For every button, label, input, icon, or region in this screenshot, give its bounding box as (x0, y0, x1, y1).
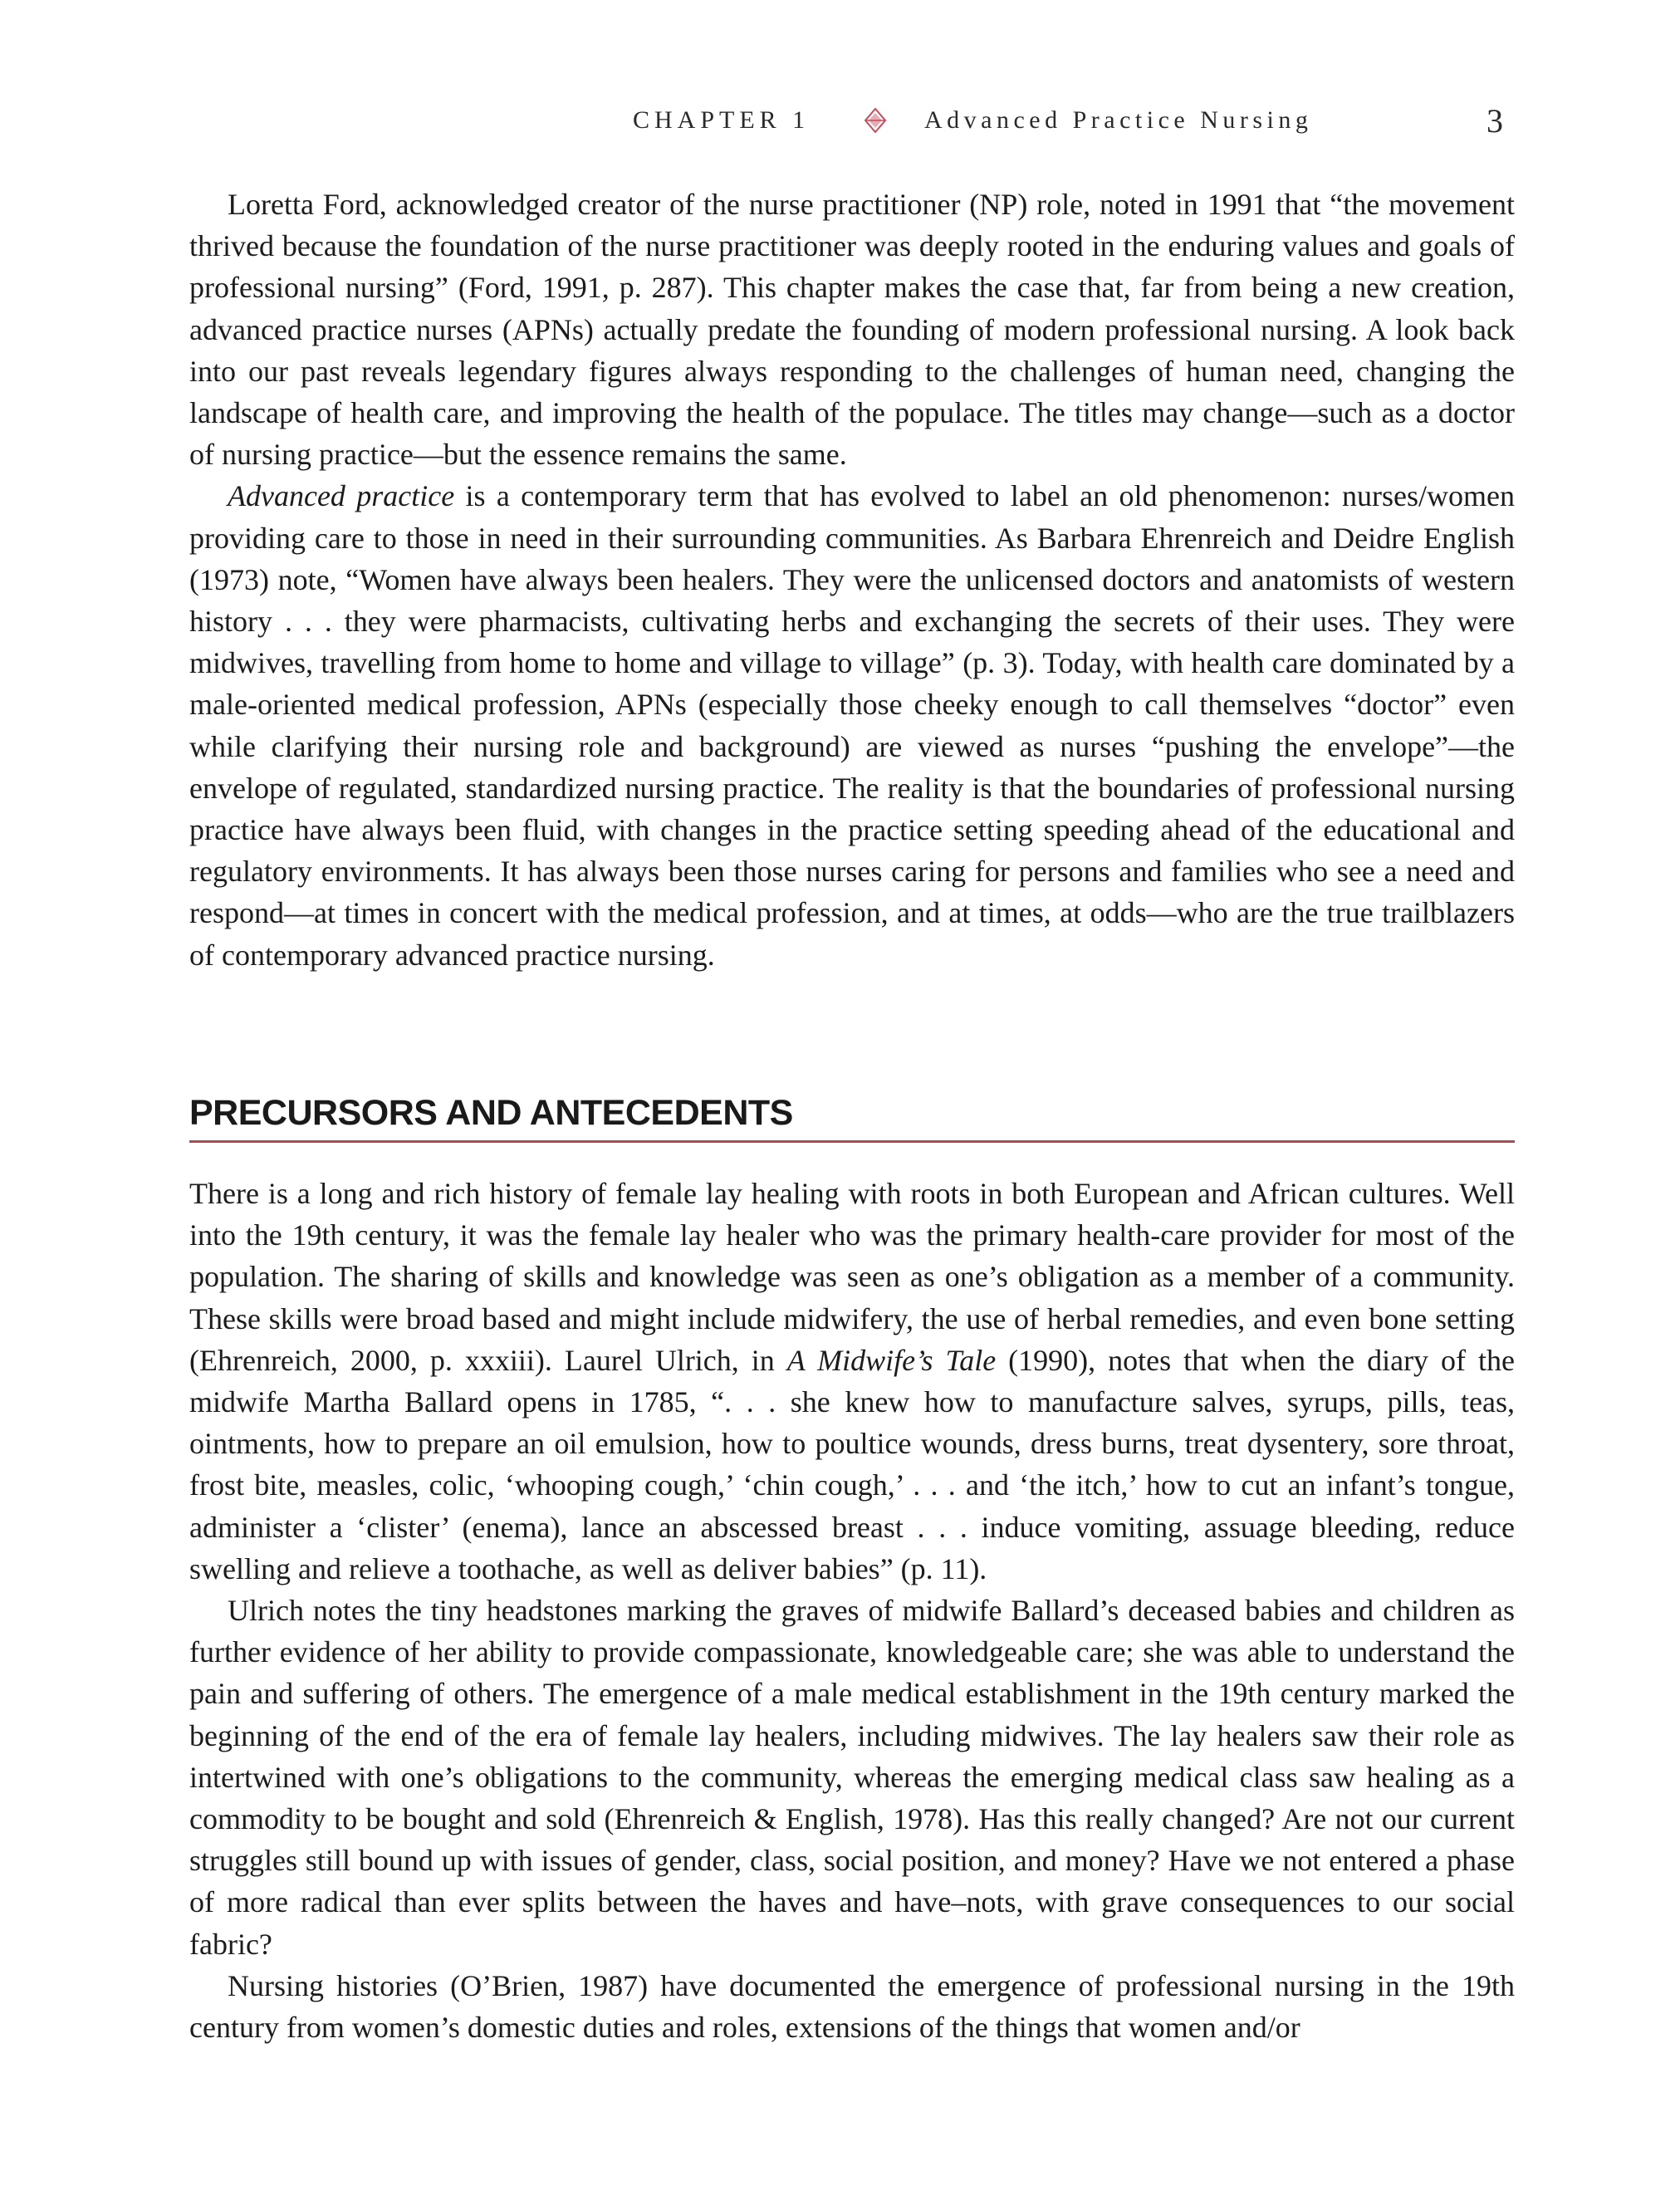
heading-rule (189, 1140, 1515, 1143)
paragraph (189, 475, 1515, 975)
running-head (0, 102, 1680, 156)
diamond-ornament-icon (864, 108, 886, 137)
book-title: A Midwife’s Tale (786, 1343, 997, 1377)
paragraph-text: is a contemporary term that has evolved to label an old phenomenon: nurses/women providing care to those in need in their surrounding communities. As Barbara Ehrenreich and Deidre English (1973) note, “Women have always been healers. They were the unlicensed doctors and anatomists of western history . . . they were pharmacists, cultivating herbs and exchanging the secrets of their uses. They were midwives, travelling from home to home and village to village” (p. 3). Today, with health care dominated by a male-oriented medical profession, APNs (especially those cheeky enough to call themselves “doctor” even while clarifying their nursing role and background) are viewed as nurses “pushing the envelope”—the envelope of regulated, standardized nursing practice. The reality is that the boundaries of professional nursing practice have always been fluid, with changes in the practice setting speeding ahead of the educational and regulatory environments. It has always been those nurses caring for persons and families who see a need and respond—at times in concert with the medical profession, and at times, at odds—who are the true trailblazers of contemporary advanced practice nursing. (189, 479, 1516, 972)
section-heading: PRECURSORS AND ANTECEDENTS (189, 1093, 793, 1133)
chapter-label: CHAPTER 1 (633, 106, 811, 134)
paragraph: Loretta Ford, acknowledged creator of the nurse practitioner (NP) role, noted in 1991 that “the movement thrived because the foundation of the nurse practitioner was deeply rooted in the enduring values and goals of professional nursing” (Ford, 1991, p. 287). This chapter makes the case that, far from being a new creation, advanced practice nurses (APNs) actually predate the founding of modern professional nursing. A look back into our past reveals legendary figures always responding to the challenges of human need, changing the landscape of health care, and improving the health of the populace. The titles may change—such as a doctor of nursing practice—but the essence remains the same. (189, 188, 1515, 472)
paragraph-text: There is a long and rich history of female lay healing with roots in both European and African cultures. Well into the 19th century, it was the female lay healer who was the primary health-care provider for most of the population. The sharing of skills and knowledge was seen as one’s obligation as a member of a community. These skills were broad based and might include midwifery, the use of herbal remedies, and even bone setting (Ehrenreich, 2000, p. xxxiii). Laurel Ulrich, in (189, 1177, 1515, 1377)
paragraph: Ulrich notes the tiny headstones marking the graves of midwife Ballard’s deceased babies and children as further evidence of her ability to provide compassionate, knowledgeable care; she was able to understand the pain and suffering of others. The emergence of a male medical establishment in the 19th century marked the beginning of the end of the era of female lay healers, including midwives. The lay healers saw their role as intertwined with one’s obligations to the community, whereas the emerging medical class saw healing as a commodity to be bought and sold (Ehrenreich & English, 1978). Has this really changed? Are not our current struggles still bound up with issues of gender, class, social position, and money? Have we not entered a phase of more radical than ever splits between the haves and have–nots, with grave consequences to our social fabric? (189, 1594, 1515, 1961)
page-number: 3 (1487, 102, 1503, 140)
paragraph-text: (1990), notes that when the diary of the midwife Martha Ballard opens in 1785, “. . . she knew how to manufacture salves, syrups, pills, teas, ointments, how to prepare an oil emulsion, how to poultice wounds, dress burns, treat dysentery, sore throat, frost bite, measles, colic, ‘whooping cough,’ ‘chin cough,’ . . . and ‘the itch,’ how to cut an infant’s tongue, administer a ‘clister’ (enema), lance an abscessed breast . . . induce vomiting, assuage bleeding, reduce swelling and relieve a toothache, as well as deliver babies” (p. 11). (189, 1343, 1516, 1585)
precursors-section (189, 1173, 1515, 2048)
intro-section (189, 184, 1515, 976)
paragraph: Nursing histories (O’Brien, 1987) have documented the emergence of professional nursing in the 19th century from women’s domestic duties and roles, extensions of the things that women and/or (189, 1968, 1515, 2045)
italic-term: Advanced practice (228, 479, 455, 513)
chapter-title: Advanced Practice Nursing (924, 106, 1313, 134)
paragraph (189, 1173, 1515, 1590)
